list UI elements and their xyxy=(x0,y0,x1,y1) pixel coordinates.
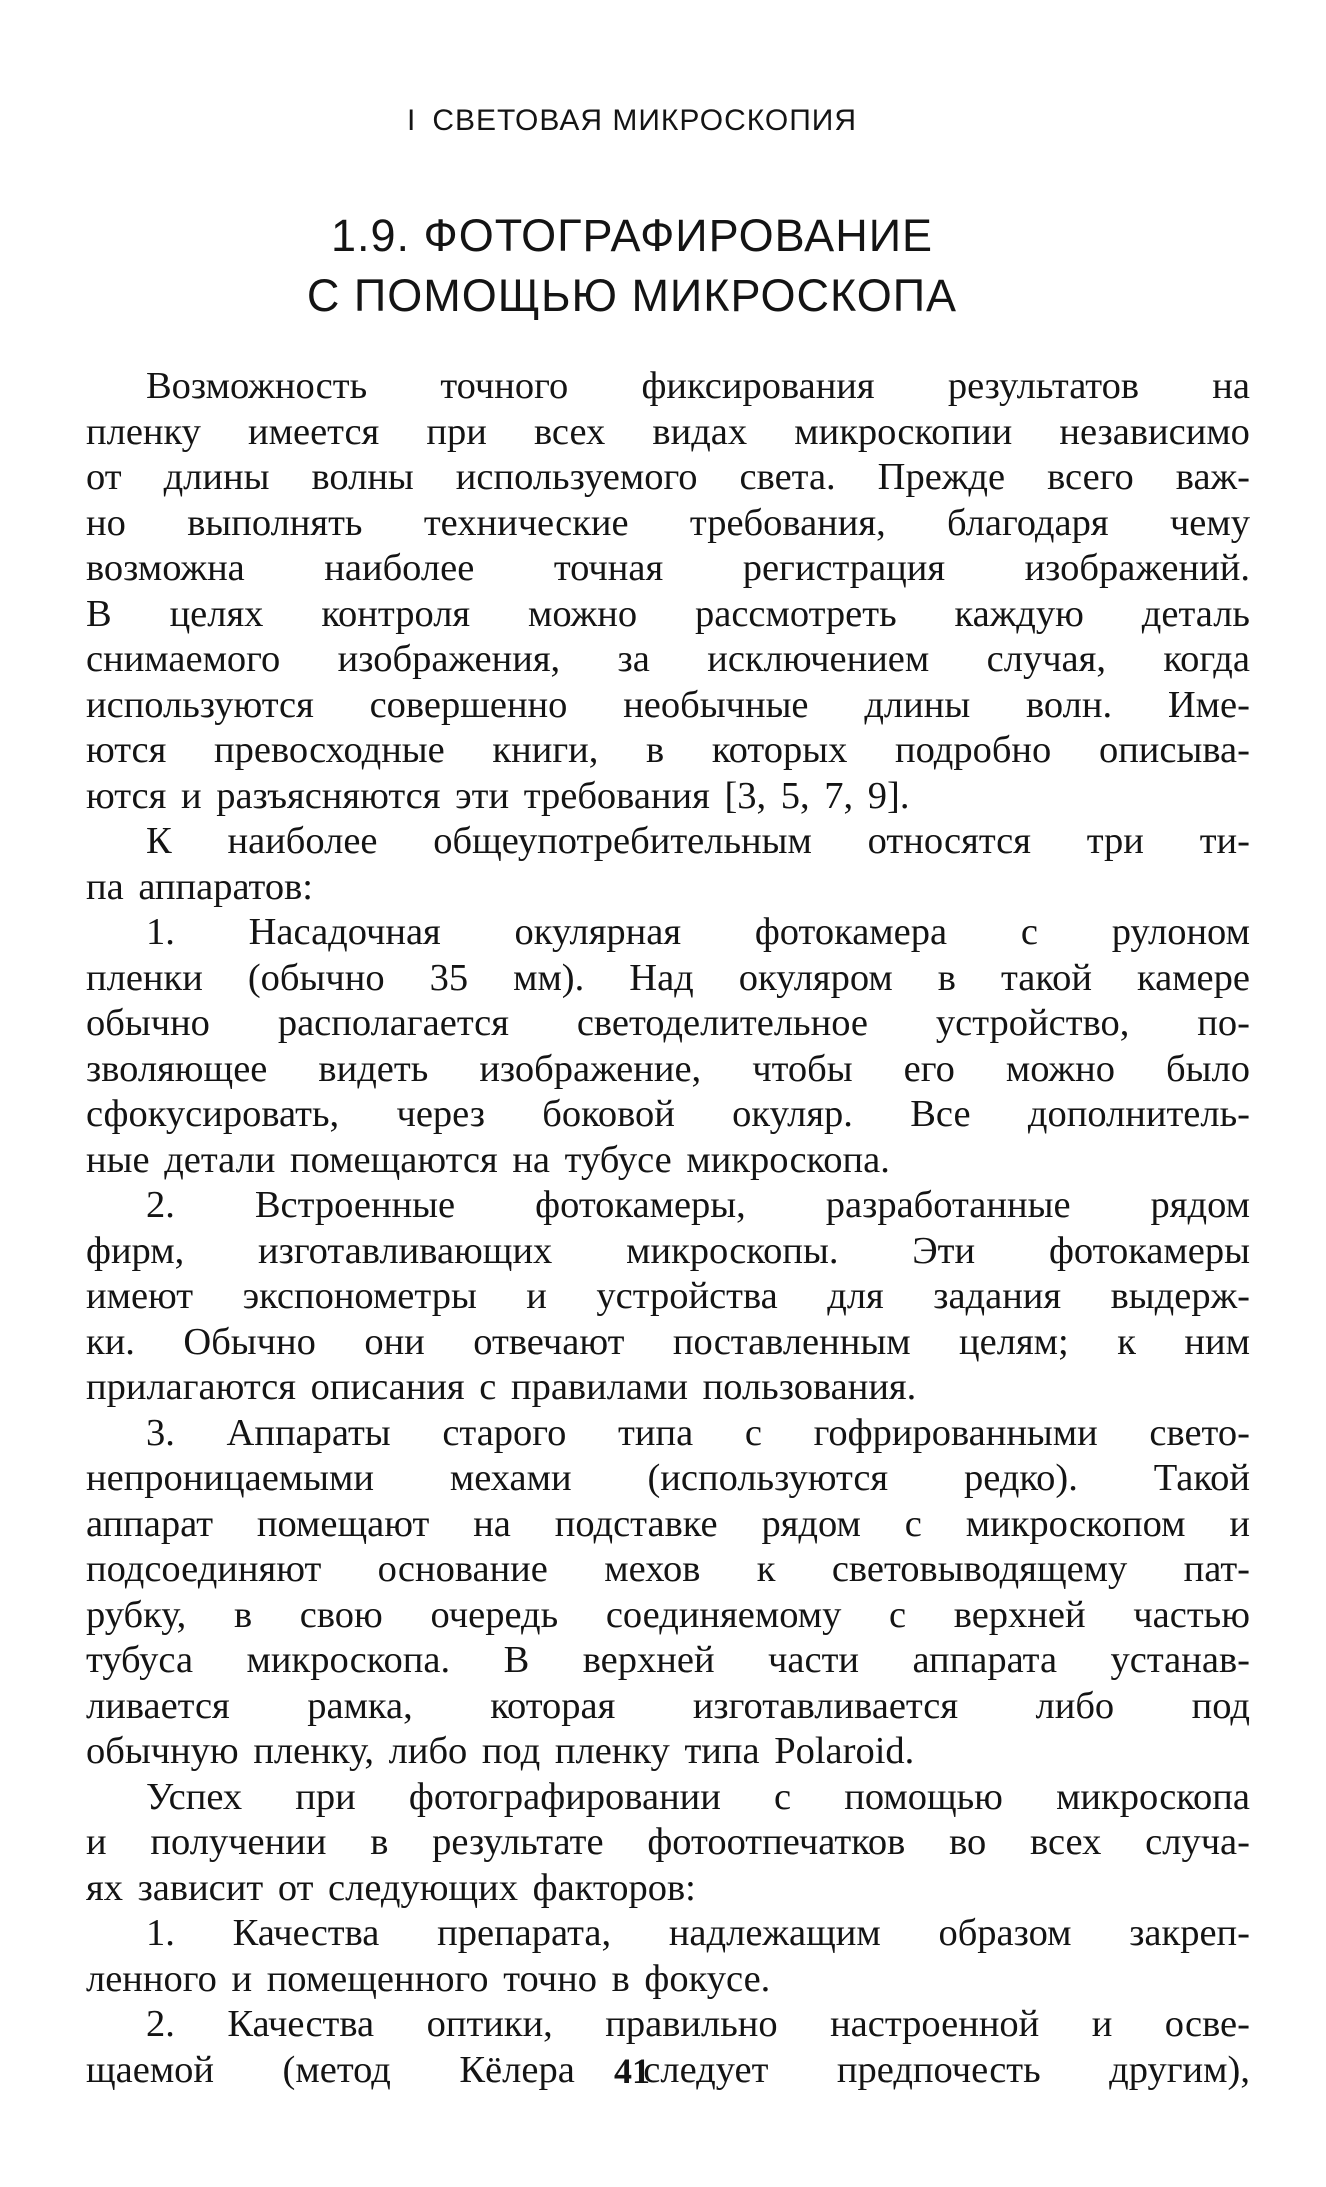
section-title-line-2: С ПОМОЩЬЮ МИКРОСКОПА xyxy=(306,270,958,321)
text-line: 3. Аппараты старого типа с гофрированными свето- xyxy=(146,1411,1250,1454)
section-title-line-1: 1.9. ФОТОГРАФИРОВАНИЕ xyxy=(330,210,934,261)
text-line: пленку имеется при всех видах микроскопии независимо xyxy=(86,410,1250,453)
body-text xyxy=(86,364,1250,2093)
text-line: ются и разъясняются эти требования [3, 5, 7, 9]. xyxy=(86,774,910,817)
text-line: ки. Обычно они отвечают поставленным целям; к ним xyxy=(86,1320,1250,1363)
text-line: обычно располагается светоделительное устройство, по- xyxy=(86,1002,1250,1044)
text-line: пленки (обычно 35 мм). Над окуляром в такой камере xyxy=(86,956,1250,999)
paragraph xyxy=(86,364,1250,819)
text-line: 1. Насадочная окулярная фотокамера с рулоном xyxy=(146,911,1250,953)
text-line: прилагаются описания с правилами пользования. xyxy=(86,1366,917,1408)
text-line: зволяющее видеть изображение, чтобы его можно было xyxy=(86,1047,1250,1090)
paragraph xyxy=(86,819,1250,910)
section-title xyxy=(0,206,1264,326)
text-line: рубку, в свою очередь соединяемому с верхней частью xyxy=(86,1593,1250,1636)
chapter-title: СВЕТОВАЯ МИКРОСКОПИЯ xyxy=(432,104,857,137)
paragraph xyxy=(86,1775,1250,1912)
text-line: используются совершенно необычные длины волн. Име- xyxy=(86,683,1250,726)
text-line: сфокусировать, через боковой окуляр. Все дополнитель- xyxy=(86,1093,1250,1135)
text-line: имеют экспонометры и устройства для задания выдерж- xyxy=(86,1275,1250,1317)
text-line: ются превосходные книги, в которых подробно описыва- xyxy=(86,729,1250,771)
text-line: снимаемого изображения, за исключением случая, когда xyxy=(86,638,1250,680)
paragraph xyxy=(86,910,1250,1183)
text-line: но выполнять технические требования, благодаря чему xyxy=(86,501,1250,544)
text-line: фирм, изготавливающих микроскопы. Эти фотокамеры xyxy=(86,1229,1250,1272)
text-line: и получении в результате фотоотпечатков во всех случа- xyxy=(86,1821,1250,1863)
paragraph xyxy=(86,1911,1250,2002)
text-line: 2. Встроенные фотокамеры, разработанные рядом xyxy=(146,1184,1250,1226)
paragraph xyxy=(86,1183,1250,1411)
text-line: К наиболее общеупотребительным относятся три ти- xyxy=(146,820,1250,862)
text-line: ленного и помещенного точно в фокусе. xyxy=(86,1957,771,2000)
text-line: 1. Качества препарата, надлежащим образом закреп- xyxy=(146,1912,1250,1954)
page-number: 41 xyxy=(614,2051,650,2091)
paragraph xyxy=(86,1411,1250,1775)
text-line: ях зависит от следующих факторов: xyxy=(86,1866,696,1909)
text-line: щаемой (метод Кёлера следует предпочесть другим), xyxy=(86,2048,1250,2091)
text-line: возможна наиболее точная регистрация изображений. xyxy=(86,547,1250,589)
text-line: подсоединяют основание мехов к световыводящему пат- xyxy=(86,1548,1250,1590)
running-head xyxy=(0,104,1264,138)
text-line: па аппаратов: xyxy=(86,865,313,908)
text-line: Возможность точного фиксирования результатов на xyxy=(146,365,1250,407)
text-line: ные детали помещаются на тубусе микроскопа. xyxy=(86,1138,890,1181)
text-line: непроницаемыми мехами (используются редко). Такой xyxy=(86,1457,1250,1499)
text-line: обычную пленку, либо под пленку типа Polaroid. xyxy=(86,1730,915,1772)
text-line: В целях контроля можно рассмотреть каждую деталь xyxy=(86,592,1250,635)
text-line: 2. Качества оптики, правильно настроенной и осве- xyxy=(146,2003,1250,2045)
text-line: ливается рамка, которая изготавливается либо под xyxy=(86,1684,1250,1727)
text-line: тубуса микроскопа. В верхней части аппарата устанав- xyxy=(86,1639,1250,1681)
chapter-number: I xyxy=(406,104,417,137)
text-line: аппарат помещают на подставке рядом с микроскопом и xyxy=(86,1502,1250,1545)
text-line: Успех при фотографировании с помощью микроскопа xyxy=(146,1775,1250,1818)
text-line: от длины волны используемого света. Прежде всего важ- xyxy=(86,456,1250,498)
